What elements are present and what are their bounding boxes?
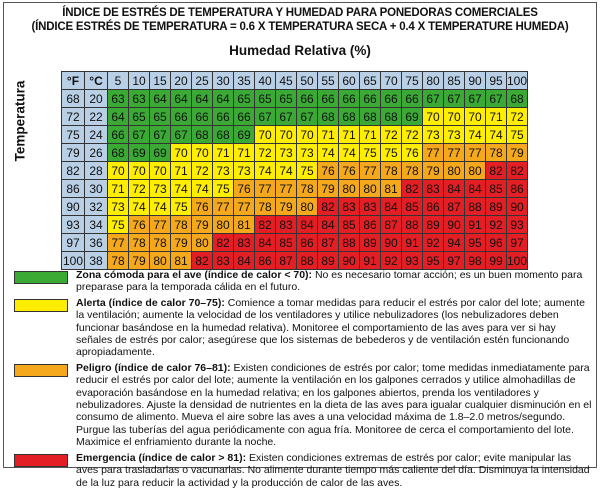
fahrenheit-cell: 86 <box>62 180 85 198</box>
heat-index-cell: 77 <box>234 198 255 216</box>
humidity-header-cell: 90 <box>465 72 486 90</box>
heat-index-cell: 88 <box>297 252 318 270</box>
heat-index-cell: 66 <box>381 90 402 108</box>
celsius-cell: 24 <box>85 126 108 144</box>
heat-index-cell: 70 <box>129 162 150 180</box>
humidity-header-cell: 45 <box>276 72 297 90</box>
heat-index-cell: 83 <box>360 198 381 216</box>
heat-index-cell: 70 <box>255 126 276 144</box>
heat-index-cell: 74 <box>129 198 150 216</box>
table-row <box>62 216 528 234</box>
humidity-header-cell: 95 <box>486 72 507 90</box>
celsius-cell: 26 <box>85 144 108 162</box>
heat-index-cell: 79 <box>129 252 150 270</box>
fahrenheit-cell: 79 <box>62 144 85 162</box>
heat-index-cell: 69 <box>129 144 150 162</box>
heat-index-cell: 68 <box>381 108 402 126</box>
heat-index-cell: 66 <box>213 108 234 126</box>
heat-index-cell: 71 <box>360 126 381 144</box>
legend-item <box>14 362 592 449</box>
heat-index-cell: 78 <box>486 144 507 162</box>
heat-index-cell: 83 <box>423 180 444 198</box>
heat-index-cell: 75 <box>381 144 402 162</box>
celsius-cell: 22 <box>85 108 108 126</box>
heat-index-cell: 75 <box>507 126 528 144</box>
fahrenheit-cell: 93 <box>62 216 85 234</box>
heat-index-cell: 93 <box>507 216 528 234</box>
heat-index-cell: 69 <box>150 144 171 162</box>
heat-index-cell: 76 <box>192 198 213 216</box>
heat-index-cell: 74 <box>255 162 276 180</box>
legend-text: Existen condiciones extremas de estrés por calor; evite manipular las aves para trasladarlas o vacunarlas. No alimente durante tiempo más caliente del día. Disminuya la intensidad de la luz para reducir la actividad y la producción de calor de las aves. <box>76 451 590 489</box>
heat-index-cell: 64 <box>192 90 213 108</box>
heat-index-cell: 66 <box>402 90 423 108</box>
heat-index-cell: 76 <box>318 162 339 180</box>
heat-index-cell: 66 <box>192 108 213 126</box>
heat-index-cell: 80 <box>150 252 171 270</box>
heat-index-cell: 80 <box>444 162 465 180</box>
fahrenheit-cell: 82 <box>62 162 85 180</box>
heat-index-cell: 66 <box>171 108 192 126</box>
humidity-header-cell: 55 <box>318 72 339 90</box>
humidity-header-cell: 15 <box>150 72 171 90</box>
table-row <box>62 108 528 126</box>
heat-index-cell: 74 <box>465 126 486 144</box>
heat-index-cell: 65 <box>150 108 171 126</box>
heat-index-cell: 97 <box>444 252 465 270</box>
heat-index-cell: 78 <box>381 162 402 180</box>
heat-index-cell: 63 <box>108 90 129 108</box>
legend <box>14 269 592 492</box>
heat-index-cell: 92 <box>423 234 444 252</box>
heat-index-cell: 66 <box>318 90 339 108</box>
legend-heading: Zona cómoda para el ave (índice de calor < 70): <box>76 269 313 281</box>
heat-index-cell: 77 <box>276 180 297 198</box>
heat-index-cell: 84 <box>297 216 318 234</box>
heat-index-cell: 67 <box>465 90 486 108</box>
heat-index-cell: 80 <box>192 234 213 252</box>
heat-index-cell: 100 <box>507 253 528 268</box>
heat-index-cell: 63 <box>129 90 150 108</box>
heat-index-cell: 77 <box>444 144 465 162</box>
heat-index-cell: 65 <box>234 90 255 108</box>
heat-index-cell: 72 <box>507 108 528 126</box>
heat-index-cell: 67 <box>171 126 192 144</box>
heat-index-cell: 84 <box>465 180 486 198</box>
heat-index-cell: 83 <box>234 234 255 252</box>
heat-index-cell: 76 <box>234 180 255 198</box>
heat-index-cell: 67 <box>150 126 171 144</box>
heat-index-cell: 64 <box>108 108 129 126</box>
heat-index-cell: 76 <box>402 144 423 162</box>
heat-index-cell: 78 <box>150 234 171 252</box>
legend-heading: Alerta (índice de calor 70–75): <box>76 296 225 309</box>
heat-index-cell: 97 <box>507 234 528 252</box>
humidity-header-cell: 80 <box>423 72 444 90</box>
humidity-header-cell: 70 <box>381 72 402 90</box>
heat-index-cell: 71 <box>171 162 192 180</box>
heat-index-cell: 82 <box>402 180 423 198</box>
heat-index-cell: 80 <box>360 180 381 198</box>
heat-index-cell: 70 <box>171 144 192 162</box>
table-row <box>62 180 528 198</box>
table-row <box>62 252 528 270</box>
humidity-header-row <box>62 72 528 90</box>
heat-index-cell: 80 <box>465 162 486 180</box>
heat-index-cell: 86 <box>423 198 444 216</box>
celsius-cell: 34 <box>85 216 108 234</box>
heat-index-table <box>61 71 528 270</box>
heat-index-cell: 87 <box>318 234 339 252</box>
heat-index-cell: 75 <box>213 180 234 198</box>
humidity-header-cell: 25 <box>192 72 213 90</box>
heat-index-cell: 67 <box>129 126 150 144</box>
heat-index-cell: 70 <box>150 162 171 180</box>
heat-index-cell: 79 <box>171 234 192 252</box>
fahrenheit-header: °F <box>62 72 85 90</box>
chart-title <box>4 3 596 34</box>
heat-index-cell: 77 <box>213 198 234 216</box>
heat-index-cell: 84 <box>444 180 465 198</box>
heat-index-cell: 86 <box>360 216 381 234</box>
heat-index-cell: 89 <box>318 252 339 270</box>
humidity-header-cell: 40 <box>255 72 276 90</box>
heat-index-cell: 69 <box>234 126 255 144</box>
fahrenheit-cell: 72 <box>62 108 85 126</box>
heat-index-cell: 91 <box>402 234 423 252</box>
heat-index-cell: 71 <box>213 144 234 162</box>
heat-index-cell: 68 <box>108 144 129 162</box>
heat-index-cell: 92 <box>486 216 507 234</box>
legend-item <box>14 452 592 489</box>
heat-index-cell: 91 <box>360 252 381 270</box>
heat-index-cell: 71 <box>318 126 339 144</box>
humidity-axis-label: Humedad Relativa (%) <box>229 43 371 58</box>
fahrenheit-cell: 100 <box>62 253 84 268</box>
heat-index-cell: 79 <box>507 144 528 162</box>
heat-index-cell: 77 <box>108 234 129 252</box>
celsius-cell: 36 <box>85 234 108 252</box>
heat-index-cell: 75 <box>360 144 381 162</box>
legend-swatch <box>14 271 68 284</box>
heat-index-cell: 67 <box>444 90 465 108</box>
heat-index-cell: 80 <box>213 216 234 234</box>
humidity-header-cell: 30 <box>213 72 234 90</box>
heat-index-cell: 79 <box>276 198 297 216</box>
heat-index-cell: 74 <box>486 126 507 144</box>
legend-swatch <box>14 299 68 312</box>
heat-index-cell: 73 <box>423 126 444 144</box>
heat-index-cell: 71 <box>486 108 507 126</box>
legend-text: No es necesario tomar acción; es un buen momento para preparase para la temporada cálida en el futuro. <box>76 269 583 294</box>
heat-index-cell: 85 <box>402 198 423 216</box>
table-row <box>62 144 528 162</box>
heat-index-cell: 73 <box>234 162 255 180</box>
fahrenheit-cell: 90 <box>62 198 85 216</box>
heat-index-cell: 85 <box>339 216 360 234</box>
heat-index-cell: 87 <box>276 252 297 270</box>
heat-index-cell: 68 <box>360 108 381 126</box>
heat-index-cell: 82 <box>507 162 528 180</box>
heat-index-cell: 79 <box>192 216 213 234</box>
heat-index-cell: 74 <box>171 180 192 198</box>
heat-index-cell: 75 <box>297 162 318 180</box>
celsius-cell: 30 <box>85 180 108 198</box>
heat-index-cell: 87 <box>444 198 465 216</box>
heat-index-cell: 71 <box>108 180 129 198</box>
humidity-header-cell: 100 <box>507 73 528 88</box>
heat-index-cell: 74 <box>318 144 339 162</box>
heat-index-cell: 84 <box>234 252 255 270</box>
heat-index-cell: 74 <box>192 180 213 198</box>
heat-index-cell: 89 <box>360 234 381 252</box>
heat-index-cell: 71 <box>234 144 255 162</box>
heat-index-cell: 98 <box>465 252 486 270</box>
heat-index-cell: 70 <box>108 162 129 180</box>
heat-index-cell: 86 <box>297 234 318 252</box>
heat-index-cell: 94 <box>444 234 465 252</box>
heat-index-cell: 70 <box>423 108 444 126</box>
heat-index-cell: 78 <box>171 216 192 234</box>
heat-index-cell: 79 <box>423 162 444 180</box>
heat-index-cell: 64 <box>171 90 192 108</box>
heat-index-cell: 64 <box>150 90 171 108</box>
heat-index-cell: 84 <box>318 216 339 234</box>
celsius-header: °C <box>85 72 108 90</box>
heat-index-cell: 70 <box>465 108 486 126</box>
heat-index-cell: 78 <box>129 234 150 252</box>
fahrenheit-cell: 97 <box>62 234 85 252</box>
table-row <box>62 126 528 144</box>
heat-index-cell: 69 <box>402 108 423 126</box>
heat-index-cell: 79 <box>318 180 339 198</box>
table-row <box>62 162 528 180</box>
heat-index-cell: 77 <box>423 144 444 162</box>
heat-index-cell: 78 <box>108 252 129 270</box>
heat-index-cell: 70 <box>192 144 213 162</box>
heat-index-cell: 76 <box>129 216 150 234</box>
heat-index-cell: 76 <box>339 162 360 180</box>
heat-index-cell: 80 <box>339 180 360 198</box>
legend-swatch <box>14 454 68 467</box>
celsius-cell: 20 <box>85 90 108 108</box>
heat-index-cell: 88 <box>402 216 423 234</box>
heat-index-cell: 73 <box>444 126 465 144</box>
heat-index-cell: 90 <box>444 216 465 234</box>
heat-index-cell: 72 <box>402 126 423 144</box>
title-line-1: ÍNDICE DE ESTRÉS DE TEMPERATURA Y HUMEDAD PARA PONEDORAS COMERCIALES <box>62 7 538 19</box>
heat-index-cell: 84 <box>255 234 276 252</box>
heat-index-cell: 81 <box>234 216 255 234</box>
humidity-header-cell: 65 <box>360 72 381 90</box>
heat-index-cell: 68 <box>192 126 213 144</box>
legend-item <box>14 269 592 294</box>
heat-index-cell: 73 <box>276 144 297 162</box>
title-line-2: (ÍNDICE ESTRÉS DE TEMPERATURA = 0.6 X TEMPERATURA SECA + 0.4 X TEMPERATURE HUMEDA) <box>31 21 569 33</box>
celsius-cell: 32 <box>85 198 108 216</box>
heat-index-cell: 66 <box>234 108 255 126</box>
heat-index-cell: 90 <box>381 234 402 252</box>
heat-index-cell: 86 <box>507 180 528 198</box>
temperature-axis-label: Temperatura <box>12 80 28 162</box>
heat-index-cell: 72 <box>129 180 150 198</box>
heat-index-cell: 73 <box>108 198 129 216</box>
heat-index-cell: 81 <box>381 180 402 198</box>
heat-index-cell: 85 <box>486 180 507 198</box>
heat-index-cell: 96 <box>486 234 507 252</box>
heat-index-cell: 86 <box>255 252 276 270</box>
heat-index-cell: 64 <box>213 90 234 108</box>
heat-index-cell: 67 <box>255 108 276 126</box>
heat-index-cell: 92 <box>381 252 402 270</box>
heat-index-cell: 83 <box>339 198 360 216</box>
heat-index-cell: 72 <box>255 144 276 162</box>
humidity-header-cell: 10 <box>129 72 150 90</box>
legend-heading: Peligro (índice de calor 76–81): <box>76 361 231 374</box>
heat-index-cell: 72 <box>381 126 402 144</box>
heat-index-cell: 71 <box>339 126 360 144</box>
heat-index-cell: 70 <box>444 108 465 126</box>
humidity-header-cell: 75 <box>402 72 423 90</box>
table-row <box>62 198 528 216</box>
heat-index-cell: 88 <box>465 198 486 216</box>
heat-index-cell: 70 <box>297 126 318 144</box>
heat-index-cell: 95 <box>423 252 444 270</box>
heat-index-cell: 67 <box>486 90 507 108</box>
humidity-header-cell: 85 <box>444 72 465 90</box>
legend-heading: Emergencia (índice de calor > 81): <box>76 451 247 464</box>
heat-index-cell: 74 <box>150 198 171 216</box>
heat-index-cell: 89 <box>423 216 444 234</box>
heat-index-cell: 82 <box>486 162 507 180</box>
heat-index-cell: 66 <box>297 90 318 108</box>
fahrenheit-cell: 75 <box>62 126 85 144</box>
heat-index-cell: 74 <box>276 162 297 180</box>
heat-index-cell: 84 <box>381 198 402 216</box>
heat-index-cell: 70 <box>276 126 297 144</box>
heat-index-cell: 67 <box>297 108 318 126</box>
heat-index-cell: 89 <box>486 198 507 216</box>
humidity-header-cell: 60 <box>339 72 360 90</box>
heat-index-cell: 73 <box>297 144 318 162</box>
heat-index-cell: 73 <box>213 162 234 180</box>
celsius-cell: 38 <box>85 252 108 270</box>
heat-index-cell: 91 <box>465 216 486 234</box>
heat-index-cell: 81 <box>171 252 192 270</box>
heat-index-cell: 78 <box>402 162 423 180</box>
heat-stress-chart-page <box>3 2 597 489</box>
heat-index-cell: 99 <box>486 252 507 270</box>
legend-text: Existen condiciones de estrés por calor; tome medidas inmediatamente para reducir el estrés por calor del lote; aumente la ventilación en los galpones cerrados y utilice almohadillas de evaporación basándose en la humedad relativa; en los galpones abiertos, prenda los ventiladores y nebulizadores. Ajuste la densidad de nutrientes en la dieta de las aves para igualar cualquier disminución en el consumo de alimento. Mueva el aire sobre las aves a una velocidad máxima de 1.8–2.0 metros/segundo. Purgue las tuberías del agua periódicamente con agua fría. Monitoree de cerca el comportamiento del lote. Maximice el enfriamiento durante la noche. <box>76 361 592 449</box>
heat-index-cell: 77 <box>150 216 171 234</box>
heat-index-cell: 66 <box>108 126 129 144</box>
heat-index-cell: 77 <box>465 144 486 162</box>
legend-swatch <box>14 364 68 377</box>
heat-index-cell: 82 <box>255 216 276 234</box>
humidity-header-cell: 20 <box>171 72 192 90</box>
heat-index-cell: 65 <box>276 90 297 108</box>
heat-index-cell: 82 <box>192 252 213 270</box>
humidity-header-cell: 50 <box>297 72 318 90</box>
heat-index-cell: 68 <box>507 90 528 108</box>
heat-index-cell: 90 <box>339 252 360 270</box>
heat-index-cell: 90 <box>507 198 528 216</box>
heat-index-cell: 65 <box>255 90 276 108</box>
heat-index-cell: 82 <box>318 198 339 216</box>
heat-index-cell: 78 <box>297 180 318 198</box>
heat-index-cell: 73 <box>150 180 171 198</box>
legend-text: Comience a tomar medidas para reducir el estrés por calor del lote; aumente la ventilación; aumente la velocidad de los ventiladores y utilice nebulizadores (los nebulizadores deben funcionar basándose en la humedad relativa). Monitoree el comportamiento de las aves para ver si hay señales de estrés por calor; asegúrese que los sistemas de bebederos y de ventilación estén funcionando apropiadamente. <box>76 296 585 359</box>
heat-index-cell: 72 <box>192 162 213 180</box>
heat-index-cell: 85 <box>276 234 297 252</box>
heat-index-cell: 78 <box>255 198 276 216</box>
heat-index-cell: 68 <box>339 108 360 126</box>
heat-index-cell: 80 <box>297 198 318 216</box>
heat-index-cell: 75 <box>171 198 192 216</box>
heat-index-cell: 66 <box>339 90 360 108</box>
heat-index-cell: 67 <box>423 90 444 108</box>
humidity-header-cell: 5 <box>108 72 129 90</box>
heat-index-cell: 68 <box>213 126 234 144</box>
heat-index-cell: 75 <box>108 216 129 234</box>
fahrenheit-cell: 68 <box>62 90 85 108</box>
heat-index-cell: 87 <box>381 216 402 234</box>
heat-index-cell: 77 <box>255 180 276 198</box>
heat-index-cell: 93 <box>402 252 423 270</box>
table-row <box>62 90 528 108</box>
humidity-header-cell: 35 <box>234 72 255 90</box>
heat-index-cell: 77 <box>360 162 381 180</box>
heat-index-cell: 95 <box>465 234 486 252</box>
heat-index-cell: 66 <box>360 90 381 108</box>
heat-index-cell: 65 <box>129 108 150 126</box>
heat-index-cell: 74 <box>339 144 360 162</box>
heat-index-cell: 88 <box>339 234 360 252</box>
table-row <box>62 234 528 252</box>
heat-index-cell: 83 <box>213 252 234 270</box>
heat-index-cell: 83 <box>276 216 297 234</box>
heat-index-cell: 82 <box>213 234 234 252</box>
celsius-cell: 28 <box>85 162 108 180</box>
heat-index-cell: 67 <box>276 108 297 126</box>
heat-index-cell: 68 <box>318 108 339 126</box>
legend-item <box>14 297 592 359</box>
